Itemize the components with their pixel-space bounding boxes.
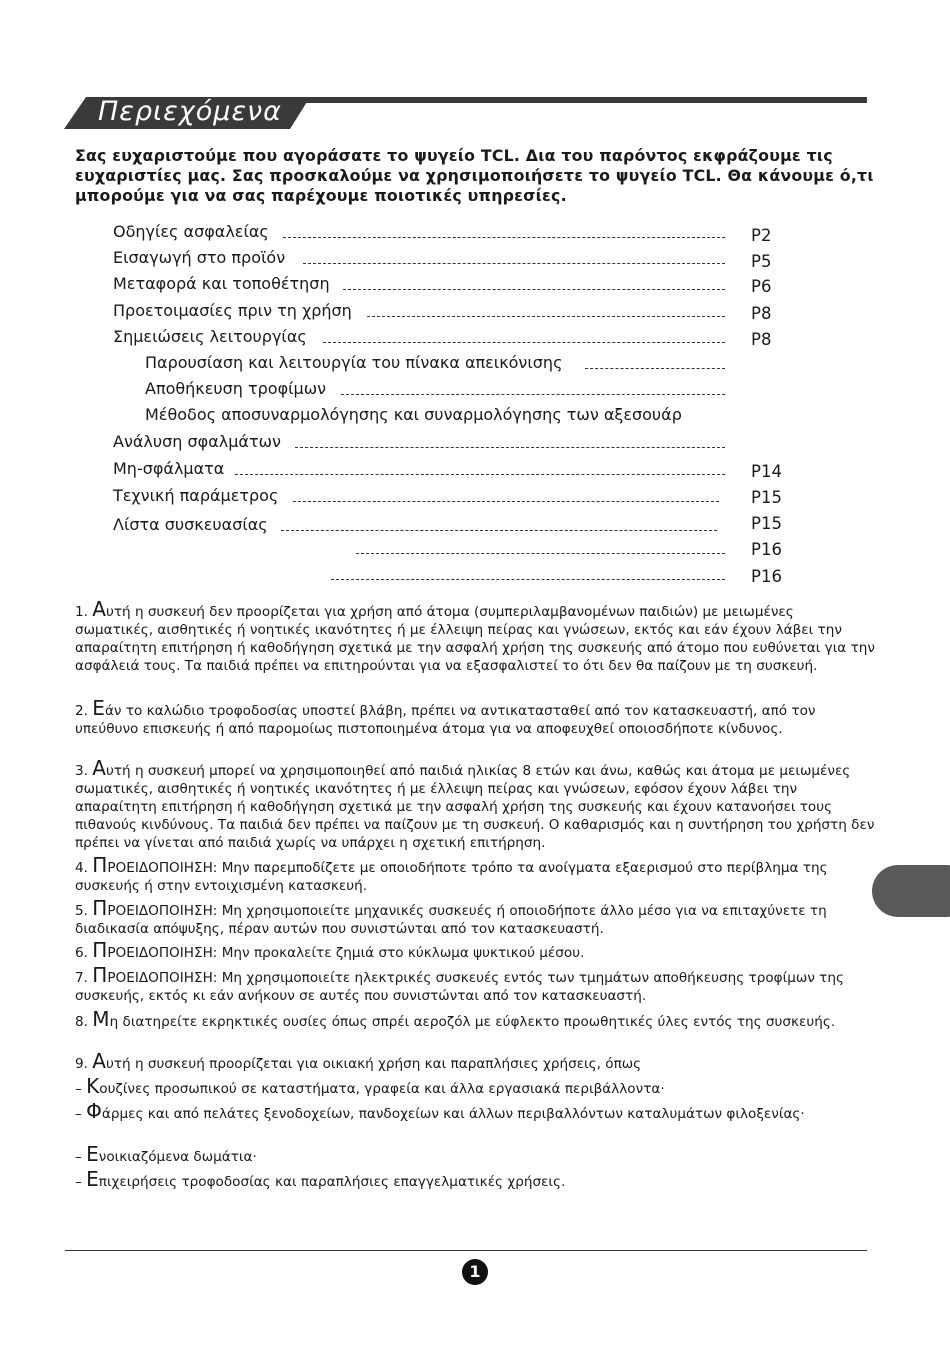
toc-leader (283, 237, 725, 238)
item-initial: Α (92, 597, 106, 621)
item-initial: Ε (86, 1167, 99, 1191)
toc-leader (356, 553, 725, 554)
item-text: η διατηρείτε εκρηκτικές ουσίες όπως σπρέι αεροζόλ με εύφλεκτο προωθητικές ύλες εντός της συσκευής. (109, 1014, 836, 1030)
toc-leader (367, 316, 725, 317)
toc-row (113, 274, 725, 298)
safety-item (75, 1099, 875, 1123)
item-text: υτή η συσκευή προορίζεται για οικιακή χρήση και παραπλήσιες χρήσεις, όπως (105, 1056, 642, 1072)
toc-page-number: P16 (751, 540, 782, 559)
toc-leader (293, 501, 719, 502)
toc-leader (341, 394, 725, 395)
toc-page-number: P16 (751, 567, 782, 586)
safety-item (75, 963, 875, 1005)
item-number: – (75, 1081, 87, 1097)
toc-label: Προετοιμασίες πριν τη χρήση (113, 301, 352, 320)
toc-row (145, 405, 725, 429)
item-initial: Π (92, 853, 108, 877)
toc-page-number: P15 (751, 488, 782, 507)
page-number: 1 (462, 1259, 488, 1285)
item-initial: Α (92, 1049, 106, 1073)
item-initial: Π (92, 938, 108, 962)
item-number: 4. (75, 860, 93, 876)
toc-row (113, 432, 725, 456)
safety-item (75, 756, 875, 852)
safety-item (75, 1007, 875, 1031)
toc-row (113, 222, 725, 246)
item-initial: Φ (86, 1099, 102, 1123)
toc-label: Μεταφορά και τοποθέτηση (113, 274, 330, 293)
item-number: – (75, 1174, 87, 1190)
toc-leader (331, 579, 725, 580)
item-number: 7. (75, 970, 93, 986)
item-number: 6. (75, 945, 93, 961)
toc-row (113, 327, 725, 351)
toc-label: Ανάλυση σφαλμάτων (113, 432, 281, 451)
item-text: ΡΟΕΙΔΟΠΟΙΗΣΗ: Μη χρησιμοποιείτε μηχανικές συσκευές ή οποιοδήποτε άλλο μέσο για να επιταχύνετε τη διαδικασία απόψυξης, πέραν αυτών που συνιστώνται από τον κατασκευαστή. (75, 903, 827, 937)
item-text: άν το καλώδιο τροφοδοσίας υποστεί βλάβη, πρέπει να αντικατασταθεί από τον κατασκευαστή, από τον υπεύθυνο επισκευής ή από παρομοίως πιστοποιημένα άτομα για να αποφευχθεί οποιοσδήποτε κίνδυνος. (75, 703, 816, 737)
toc-row (113, 515, 725, 539)
toc-row (331, 564, 725, 588)
item-number: 9. (75, 1056, 93, 1072)
toc-page-number: P15 (751, 514, 782, 533)
toc-leader (323, 342, 725, 343)
toc-row (145, 353, 725, 377)
safety-item (75, 938, 875, 962)
safety-item (75, 853, 875, 895)
item-number: 8. (75, 1014, 93, 1030)
item-text: ΡΟΕΙΔΟΠΟΙΗΣΗ: Μην παρεμποδίζετε με οποιοδήποτε τρόπο τα ανοίγματα εξαερισμού στο περίβλημα της συσκευής ή στην εντοιχισμένη κατασκευή. (75, 860, 828, 894)
safety-item (75, 1142, 875, 1166)
section-side-tab (872, 865, 950, 917)
toc-leader (295, 447, 725, 448)
item-initial: Ε (86, 1142, 99, 1166)
item-text: ΡΟΕΙΔΟΠΟΙΗΣΗ: Μην προκαλείτε ζημιά στο κύκλωμα ψυκτικού μέσου. (107, 945, 585, 961)
item-number: 1. (75, 604, 93, 620)
toc-label: Λίστα συσκευασίας (113, 515, 268, 534)
toc-row (356, 538, 725, 562)
item-initial: Ε (92, 696, 105, 720)
toc-label: Τεχνική παράμετρος (113, 486, 279, 505)
page-title: Περιεχόμενα (98, 96, 282, 127)
toc-leader (235, 474, 725, 475)
toc-page-number: P8 (751, 304, 772, 323)
header-rule (300, 97, 867, 103)
toc-row (113, 459, 725, 483)
safety-item (75, 1167, 875, 1191)
toc-leader (303, 263, 725, 264)
toc-label: Αποθήκευση τροφίμων (145, 379, 327, 398)
toc-page-number: P2 (751, 226, 772, 245)
intro-text: Σας ευχαριστούμε που αγοράσατε το ψυγείο TCL. Δια του παρόντος εκφράζουμε τις ευχαριστίες μας. Σας προσκαλούμε να χρησιμοποιήσετε το ψυγείο TCL. Θα κάνουμε ό,τι μπορούμε για να σας παρέχουμε ποιοτικές υπηρεσίες. (75, 146, 874, 205)
item-initial: Κ (86, 1074, 100, 1098)
toc-page-number: P14 (751, 462, 782, 481)
item-initial: Π (92, 963, 108, 987)
item-text: νοικιαζόμενα δωμάτια· (98, 1149, 257, 1165)
toc-leader (343, 289, 725, 290)
item-text: ουζίνες προσωπικού σε καταστήματα, γραφεία και άλλα εργασιακά περιβάλλοντα· (99, 1081, 665, 1097)
toc-label: Μέθοδος αποσυναρμολόγησης και συναρμολόγησης των αξεσουάρ (145, 405, 682, 424)
toc-label: Εισαγωγή στο προϊόν (113, 248, 286, 267)
toc-page-number: P6 (751, 277, 772, 296)
toc-row (113, 486, 725, 510)
toc-row (113, 248, 725, 272)
toc-label: Σημειώσεις λειτουργίας (113, 327, 307, 346)
safety-item (75, 896, 875, 938)
item-number: 3. (75, 763, 93, 779)
toc-row (113, 301, 725, 325)
safety-item (75, 597, 875, 675)
item-text: ΡΟΕΙΔΟΠΟΙΗΣΗ: Μη χρησιμοποιείτε ηλεκτρικές συσκευές εντός των τμημάτων αποθήκευσης τροφίμων της συσκευής, εκτός κι εάν ανήκουν σε αυτές που συνιστώνται από τον κατασκευαστή. (75, 970, 844, 1004)
toc-leader (281, 530, 717, 531)
item-initial: Α (92, 756, 106, 780)
safety-item (75, 696, 875, 738)
item-text: υτή η συσκευή μπορεί να χρησιμοποιηθεί από παιδιά ηλικίας 8 ετών και άνω, καθώς και άτομα με μειωμένες σωματικές, αισθητικές ή νοητικές ικανότητες ή με έλλειψη πείρας και γνώσεων, εφόσον έχουν λάβει την απαραίτητη επιτήρηση ή καθοδήγηση σχετικά με την ασφαλή χρήση της συσκευής και έχουν κατανοήσει τους πιθανούς κινδύνους. Τα παιδιά δεν πρέπει να παίζουν με τη συσκευή. Ο καθαρισμός και η συντήρηση του χρήστη δεν πρέπει να γίνεται από παιδιά χωρίς να υπάρχει η σχετική επιτήρηση. (75, 763, 875, 851)
item-initial: Μ (92, 1007, 110, 1031)
safety-item (75, 1049, 875, 1073)
item-text: άρμες και από πελάτες ξενοδοχείων, πανδοχείων και άλλων περιβαλλόντων καταλυμάτων φιλοξενίας· (101, 1106, 805, 1122)
toc-label: Οδηγίες ασφαλείας (113, 222, 269, 241)
item-number: – (75, 1149, 87, 1165)
item-initial: Π (92, 896, 108, 920)
footer-rule (65, 1250, 867, 1251)
item-number: 2. (75, 703, 93, 719)
item-number: – (75, 1106, 87, 1122)
toc-row (145, 379, 725, 403)
item-text: υτή η συσκευή δεν προορίζεται για χρήση από άτομα (συμπεριλαμβανομένων παιδιών) με μειωμένες σωματικές, αισθητικές ή νοητικές ικανότητες ή με έλλειψη πείρας και γνώσεων, εκτός και εάν έχουν λάβει την απαραίτητη επιτήρηση ή καθοδήγηση σχετικά με την ασφαλή χρήση της συσκευής από άτομο που ευθύνεται για την ασφάλειά τους. Τα παιδιά πρέπει να επιτηρούνται για να εξασφαλιστεί το ότι δεν θα παίζουν με τη συσκευή. (75, 604, 875, 674)
safety-item (75, 1074, 875, 1098)
toc-page-number: P5 (751, 252, 772, 271)
toc-leader (585, 368, 725, 369)
item-text: πιχειρήσεις τροφοδοσίας και παραπλήσιες επαγγελματικές χρήσεις. (98, 1174, 566, 1190)
toc-label: Μη-σφάλματα (113, 459, 225, 478)
item-number: 5. (75, 903, 93, 919)
toc-page-number: P8 (751, 330, 772, 349)
toc-label: Παρουσίαση και λειτουργία του πίνακα απεικόνισης (145, 353, 563, 372)
